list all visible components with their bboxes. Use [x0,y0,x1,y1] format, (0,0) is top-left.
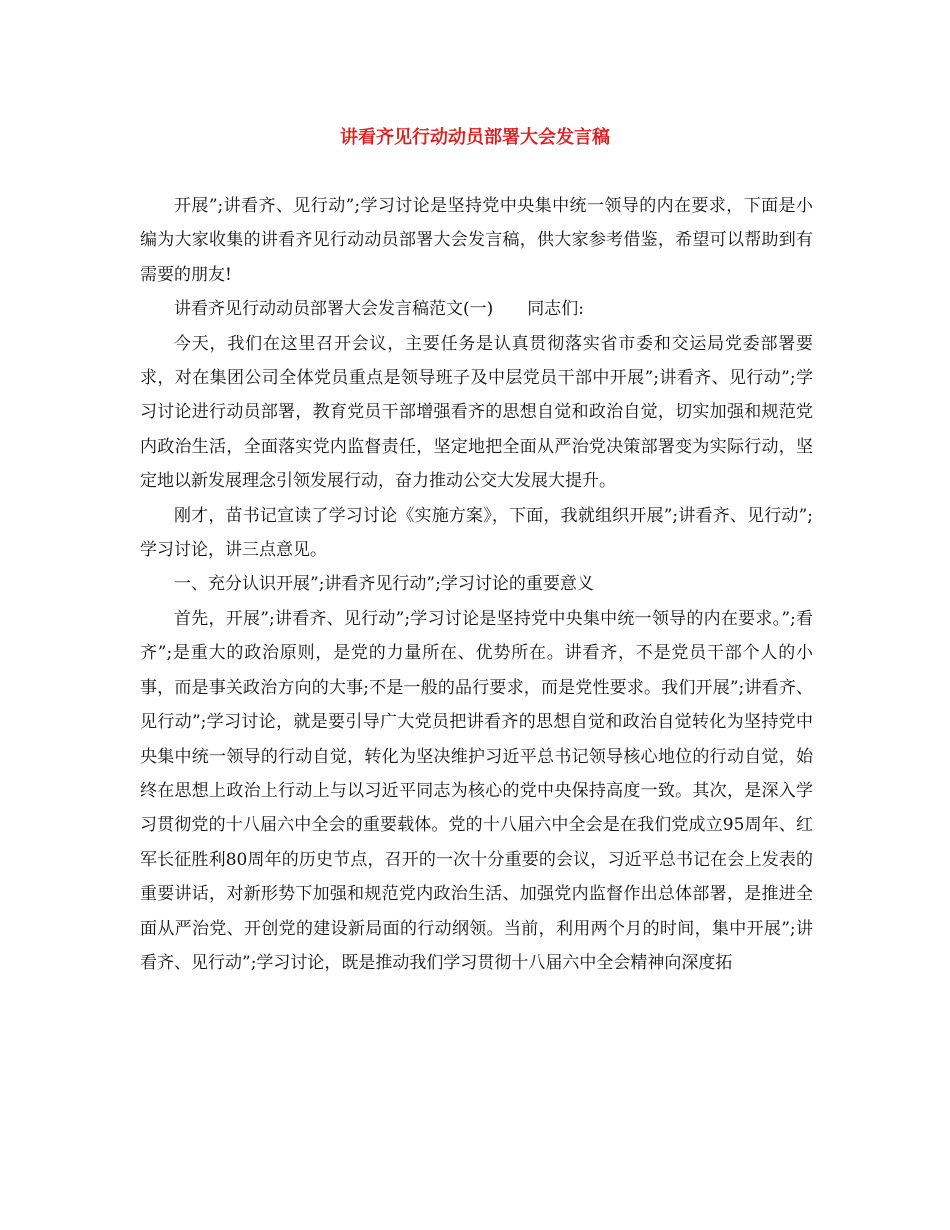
intro-paragraph: 开展”;讲看齐、见行动”;学习讨论是坚持党中央集中统一领导的内在要求，下面是小编为大家收集的讲看齐见行动动员部署大会发言稿，供大家参考借鉴，希望可以帮助到有需要的朋友! [140,196,813,285]
body-paragraph-2: 刚才，苗书记宣读了学习讨论《实施方案》，下面，我就组织开展”;讲看齐、见行动”;学习讨论，讲三点意见。 [140,505,813,561]
body-paragraph-3: 首先，开展”;讲看齐、见行动”;学习讨论是坚持党中央集中统一领导的内在要求。”;看齐”;是重大的政治原则，是党的力量所在、优势所在。讲看齐，不是党员干部个人的小事，而是事关政治方向的大事;不是一般的品行要求，而是党性要求。我们开展”;讲看齐、见行动”;学习讨论，就是要引导广大党员把讲看齐的思想自觉和政治自觉转化为坚持党中央集中统一领导的行动自觉，转化为坚决维护习近平总书记领导核心地位的行动自觉，始终在思想上政治上行动上与以习近平同志为核心的党中央保持高度一致。其次，是深入学习贯彻党的十八届六中全会的重要载体。党的十八届六中全会是在我们党成立95周年、红军长征胜利80周年的历史节点，召开的一次十分重要的会议，习近平总书记在会上发表的重要讲话，对新形势下加强和规范党内政治生活、加强党内监督作出总体部署，是推进全面从严治党、开创党的建设新局面的行动纲领。当前，利用两个月的时间，集中开展”;讲看齐、见行动”;学习讨论，既是推动我们学习贯彻十八届六中全会精神向深度拓 [140,608,813,973]
sample-heading-paragraph: 讲看齐见行动动员部署大会发言稿范文(一) 同志们: [174,299,584,320]
document-title: 讲看齐见行动动员部署大会发言稿 [340,127,610,148]
document-body [140,189,813,980]
body-paragraph-1: 今天，我们在这里召开会议，主要任务是认真贯彻落实省市委和交运局党委部署要求，对在集团公司全体党员重点是领导班子及中层党员干部中开展”;讲看齐、见行动”;学习讨论进行动员部署，教育党员干部增强看齐的思想自觉和政治自觉，切实加强和规范党内政治生活，全面落实党内监督责任，坚定地把全面从严治党决策部署变为实际行动，坚定地以新发展理念引领发展行动，奋力推动公交大发展大提升。 [140,333,813,492]
section-heading-1: 一、充分认识开展”;讲看齐见行动”;学习讨论的重要意义 [174,574,594,595]
